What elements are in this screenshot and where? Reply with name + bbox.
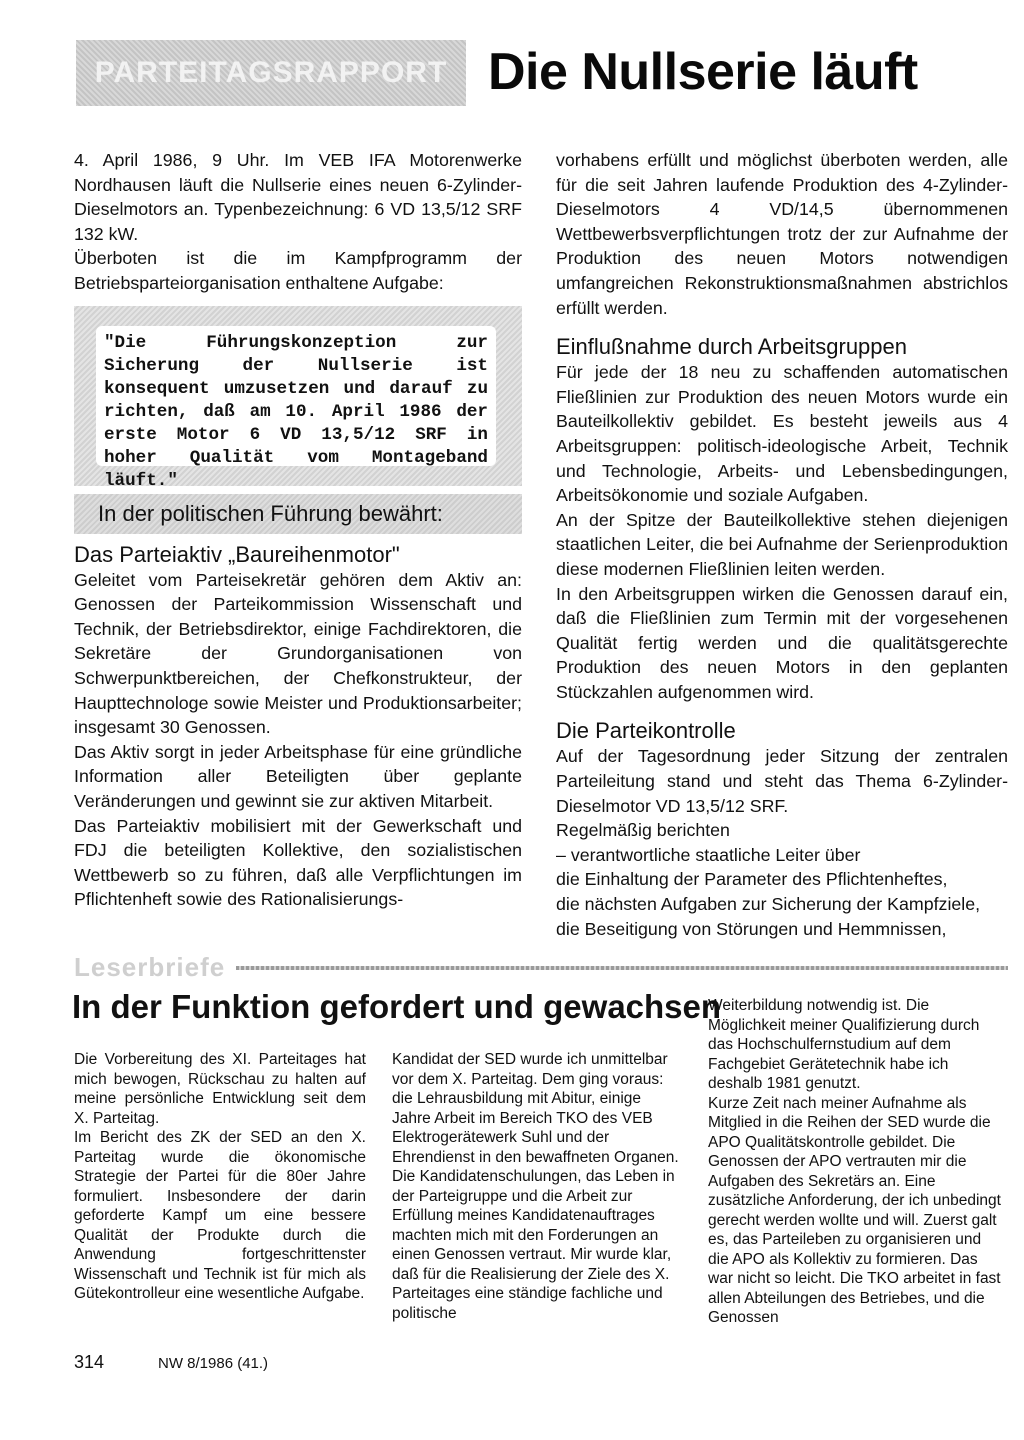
letter-column-1 bbox=[74, 1050, 366, 1304]
paragraph: An der Spitze der Bauteilkollektive stehen diejenigen staatlichen Leiter, die bei Aufnahme der Serienproduktion diese modernen Fließlinien leiten werden. bbox=[556, 509, 1008, 579]
subheading-bar: In der politischen Führung bewährt: bbox=[74, 494, 522, 534]
paragraph: Das Aktiv sorgt in jeder Arbeitsphase für eine gründliche Information aller Beteiligten über geplante Veränderungen und gewinnt sie zur aktiven Mitarbeit. bbox=[74, 741, 522, 811]
letter-column-3 bbox=[708, 996, 1004, 1328]
paragraph: Kandidat der SED wurde ich unmittelbar vor dem X. Parteitag. Dem ging voraus: die Lehrausbildung mit Abitur, einige Jahre Arbeit im Bereich TKO des VEB Elektrogerätewerk Suhl und der Ehrendienst in den bewaffneten Organen. Die Kandidatenschulungen, das Leben in der Parteigruppe und die Arbeit zur Erfüllung meines Kandidatenauftrages machten mich mit den Forderungen an einen Genossen vertraut. Mir wurde klar, daß für die Realisierung der Ziele des X. Parteitages eine ständige fachliche und politische bbox=[392, 1051, 679, 1322]
paragraph: Weiterbildung notwendig ist. Die Möglichkeit meiner Qualifizierung durch das Hochschulfernstudium auf dem Fachgebiet Gerätetechnik habe ich deshalb 1981 genutzt. bbox=[708, 997, 980, 1092]
section-divider bbox=[236, 966, 1008, 970]
list-line: die Beseitigung von Störungen und Hemmnissen, bbox=[556, 918, 947, 939]
paragraph: Die Vorbereitung des XI. Parteitages hat mich bewogen, Rückschau zu halten auf meine persönliche Entwicklung seit dem X. Parteitag. bbox=[74, 1051, 366, 1127]
list-line: Regelmäßig berichten bbox=[556, 820, 730, 841]
paragraph: Für jede der 18 neu zu schaffenden automatischen Fließlinien zur Produktion des neuen Motors wurde ein Bauteilkollektiv gebildet. Es besteht jeweils aus 4 Arbeitsgruppen: politisch-ideologische Arbeit, Technik und Technologie, Arbeits- und Lebensbedingungen, Arbeitsökonomie und soziale Aufgaben. bbox=[556, 362, 1008, 506]
quote-text: "Die Führungskonzeption zur Sicherung der Nullserie ist konsequent umzusetzen und darauf zu richten, daß am 10. April 1986 der erste Motor 6 VD 13,5/12 SRF in hoher Qualität vom Montageband läuft." bbox=[96, 326, 496, 466]
paragraph: Auf der Tagesordnung jeder Sitzung der zentralen Parteileitung stand und steht das Thema 6-Zylinder-Dieselmotor VD 13,5/12 SRF. bbox=[556, 746, 1008, 816]
paragraph: Das Parteiaktiv mobilisiert mit der Gewerkschaft und FDJ die beteiligten Kollektive, den sozialistischen Wettbewerb so zu führen, daß alle Verpflichtungen im Pflichtenheft sowie des Rationalisierungs- bbox=[74, 815, 522, 910]
letter-title: In der Funktion gefordert und gewachsen bbox=[72, 988, 722, 1025]
letters-section-label: Leserbriefe bbox=[74, 952, 226, 982]
section-kicker: PARTEITAGSRAPPORT bbox=[76, 40, 466, 106]
issue-source: NW 8/1986 (41.) bbox=[158, 1355, 269, 1372]
list-line: die Einhaltung der Parameter des Pflichtenheftes, bbox=[556, 869, 948, 890]
paragraph: Geleitet vom Parteisekretär gehören dem Aktiv an: Genossen der Parteikommission Wissenschaft und Technik, der Betriebsdirektor, einige Fachdirektoren, die Sekretäre der Grundorganisationen von Schwerpunktbereichen, der Chefkonstrukteur, der Haupttechnologe sowie Meister und Produktionsarbeiter; insgesamt 30 Genossen. bbox=[74, 569, 522, 738]
section-heading-parteikontrolle: Die Parteikontrolle bbox=[556, 718, 736, 744]
quote-box bbox=[74, 306, 522, 491]
page-number: 314 bbox=[74, 1352, 105, 1372]
paragraph: In den Arbeitsgruppen wirken die Genossen darauf ein, daß die Fließlinien zum Termin mit der vorgesehenen Qualität fertig werden und die qualitätsgerechte Produktion des neuen Motors in den geplanten Stückzahlen aufgenommen wird. bbox=[556, 583, 1008, 702]
section-heading-arbeitsgruppen: Einflußnahme durch Arbeitsgruppen bbox=[556, 334, 907, 360]
article-column-left bbox=[74, 148, 522, 912]
list-line: – verantwortliche staatliche Leiter über bbox=[556, 844, 861, 865]
article-column-right bbox=[556, 148, 1008, 941]
paragraph: Im Bericht des ZK der SED an den X. Parteitag wurde die ökonomische Strategie der Partei für die 80er Jahre formuliert. Insbesondere der darin geforderte Kampf um eine bessere Qualität der Produkte durch die Anwendung fortgeschrittenster Wissenschaft und Technik ist für mich als Gütekontrolleur eine wesentliche Aufgabe. bbox=[74, 1129, 366, 1302]
page-title: Die Nullserie läuft bbox=[488, 43, 918, 101]
letter-column-2 bbox=[392, 1050, 684, 1323]
paragraph: Kurze Zeit nach meiner Aufnahme als Mitglied in die Reihen der SED wurde die APO Qualitätskontrolle gebildet. Die Genossen der APO vertrauten mir die Aufgaben des Sekretärs an. Eine zusätzliche Anforderung, der ich unbedingt gerecht werden wollte und will. Zuerst galt es, das Parteileben zu organisieren und die APO als Kollektiv zu formieren. Das war nicht so leicht. Die TKO arbeitet in fast allen Abteilungen des Betriebes, und die Genossen bbox=[708, 1094, 1001, 1326]
paragraph: vorhabens erfüllt und möglichst überboten werden, alle für die seit Jahren laufende Produktion des 4-Zylinder-Dieselmotors 4 VD/14,5 übernommenen Wettbewerbsverpflichtungen trotz der zur Aufnahme der Produktion des neuen Motors notwendigen umfangreichen Rekonstruktionsmaßnahmen abstrichlos erfüllt werden. bbox=[556, 150, 1008, 318]
article-intro: 4. April 1986, 9 Uhr. Im VEB IFA Motorenwerke Nordhausen läuft die Nullserie eines neuen 6-Zylinder-Dieselmotors an. Typenbezeichnung: 6 VD 13,5/12 SRF 132 kW. bbox=[74, 150, 522, 244]
list-line: die nächsten Aufgaben zur Sicherung der Kampfziele, bbox=[556, 894, 981, 915]
article-intro-2: Überboten ist die im Kampfprogramm der Betriebsparteiorganisation enthaltene Aufgabe: bbox=[74, 248, 522, 293]
section-heading-parteiaktiv: Das Parteiaktiv „Baureihenmotor" bbox=[74, 541, 400, 567]
